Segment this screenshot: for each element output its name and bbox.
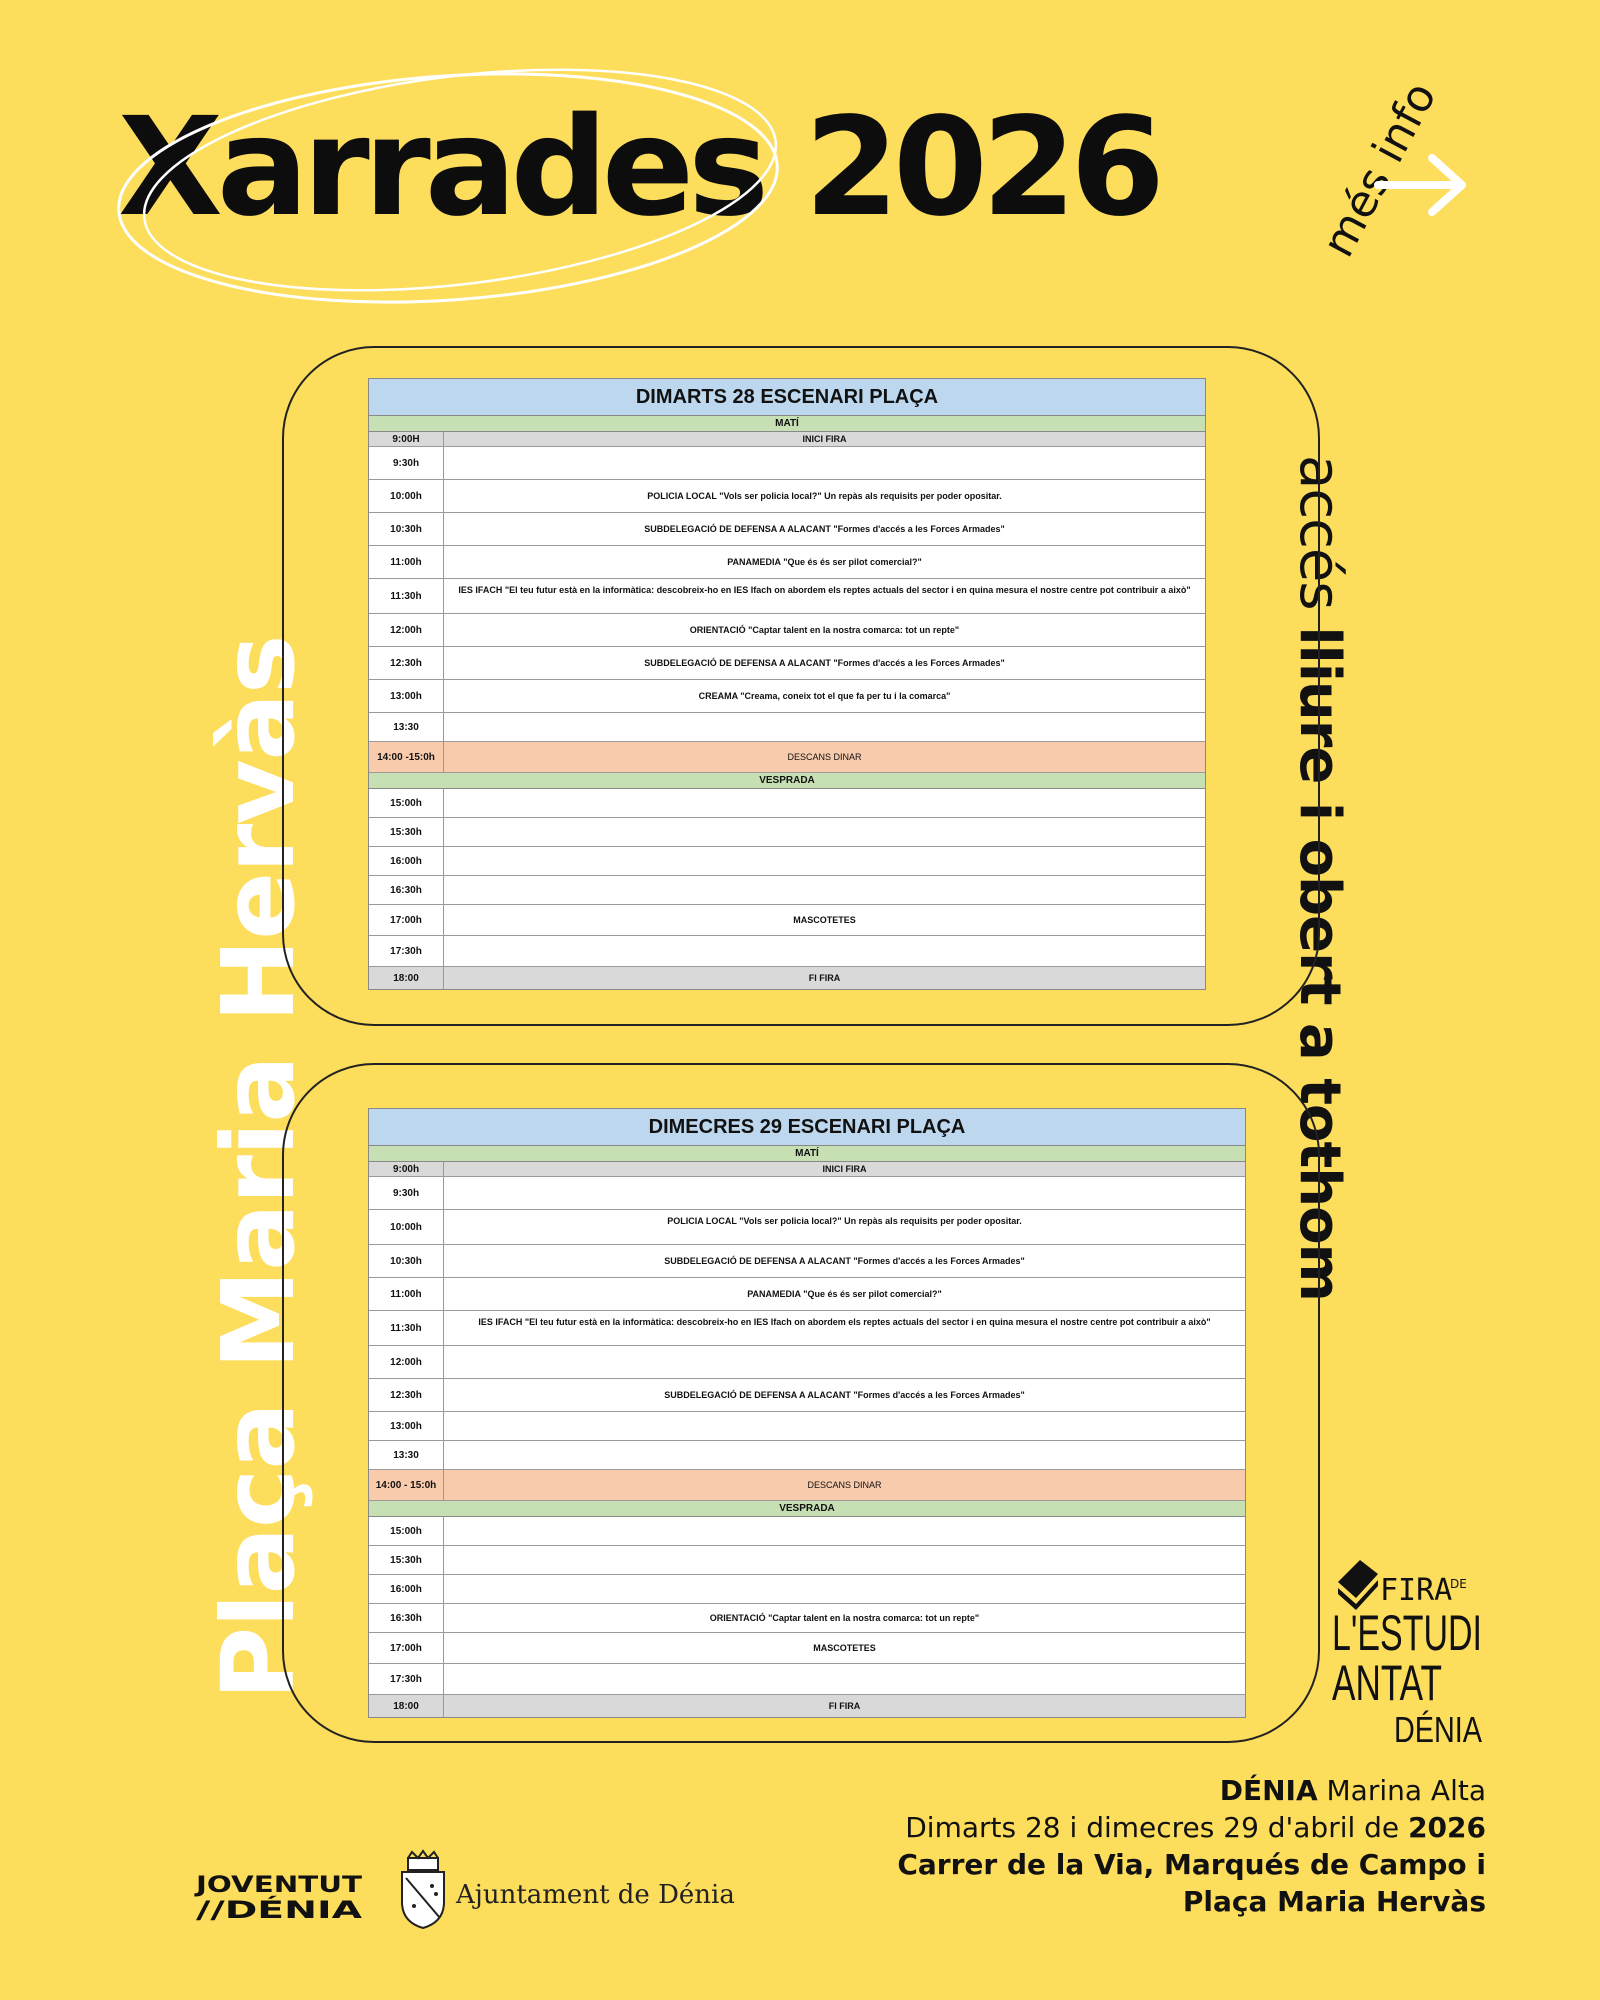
schedule-activity: POLICIA LOCAL "Vols ser policia local?" Un repàs als requisits per poder opositar. [647, 491, 1002, 501]
fira-estudiantat-logo [1330, 1552, 1490, 1752]
schedule-row [369, 1633, 1245, 1664]
schedule-activity: PANAMEDIA "Que és és ser pilot comercial?" [727, 557, 922, 567]
schedule-row [369, 1412, 1245, 1441]
schedule-time: 14:00 -15:0h [369, 742, 444, 772]
schedule-activity [444, 818, 1205, 846]
schedule-activity [444, 876, 1205, 904]
schedule-time: 17:00h [369, 905, 444, 935]
schedule-row [369, 432, 1205, 447]
schedule-rows [369, 1146, 1245, 1717]
schedule-row [369, 1245, 1245, 1278]
schedule-activity [444, 1575, 1245, 1603]
schedule-time: 18:00 [369, 967, 444, 989]
schedule-time: 16:00h [369, 1575, 444, 1603]
schedule-activity [444, 1412, 1245, 1440]
schedule-time: 14:00 - 15:0h [369, 1470, 444, 1500]
schedule-activity: ORIENTACIÓ "Captar talent en la nostra comarca: tot un repte" [709, 1613, 980, 1623]
page-title: Xarrades 2026 [118, 89, 1159, 247]
schedule-activity: FI FIRA [808, 973, 841, 983]
schedule-activity: MASCOTETES [813, 1643, 876, 1653]
schedule-title: DIMECRES 29 ESCENARI PLAÇA [369, 1109, 1245, 1146]
schedule-row [369, 1546, 1245, 1575]
schedule-time: 17:30h [369, 936, 444, 966]
schedule-row [369, 1210, 1245, 1245]
schedule-time: 9:00h [369, 1162, 444, 1176]
svg-text://DÉNIA: //DÉNIA [196, 1896, 298, 1924]
schedule-activity [444, 789, 1205, 817]
schedule-time: 11:00h [369, 546, 444, 578]
schedule-section-band: MATÍ [369, 416, 1205, 432]
schedule-activity: IES IFACH "El teu futur està en la informàtica: descobreix-ho en IES Ifach on abordem els reptes actuals del sector i en quina mesura el nostre centre pot contribuir a això" [458, 585, 1191, 595]
schedule-activity [444, 1346, 1245, 1378]
schedule-time: 9:30h [369, 447, 444, 479]
schedule-time: 13:00h [369, 680, 444, 712]
schedule-activity [444, 847, 1205, 875]
schedule-time: 17:00h [369, 1633, 444, 1663]
schedule-row [369, 1470, 1245, 1501]
schedule-time: 17:30h [369, 1664, 444, 1694]
schedule-row [369, 789, 1205, 818]
schedule-section-band: VESPRADA [369, 773, 1205, 789]
schedule-row [369, 1346, 1245, 1379]
schedule-activity: INICI FIRA [802, 434, 847, 444]
schedule-activity: DESCANS DINAR [787, 752, 862, 762]
schedule-activity [444, 1664, 1245, 1694]
schedule-activity [444, 1441, 1245, 1469]
schedule-time: 11:30h [369, 1311, 444, 1345]
schedule-table-wednesday [368, 1108, 1246, 1718]
schedule-activity: CREAMA "Creama, coneix tot el que fa per tu i la comarca" [698, 691, 951, 701]
event-info: DÉNIA Marina Alta Dimarts 28 i dimecres 29 d'abril de 2026 Carrer de la Via, Marqués de Campo i Plaça Maria Hervàs [897, 1774, 1486, 1918]
schedule-row [369, 680, 1205, 713]
schedule-activity: SUBDELEGACIÓ DE DEFENSA A ALACANT "Formes d'accés a les Forces Armades" [664, 1256, 1025, 1266]
coat-of-arms-icon [402, 1851, 444, 1928]
schedule-row [369, 1379, 1245, 1412]
schedule-section-band: MATÍ [369, 1146, 1245, 1162]
schedule-time: 12:00h [369, 614, 444, 646]
schedule-activity: DESCANS DINAR [807, 1480, 882, 1490]
schedule-time: 13:30 [369, 713, 444, 741]
schedule-row [369, 818, 1205, 847]
schedule-row [369, 447, 1205, 480]
schedule-activity: SUBDELEGACIÓ DE DEFENSA A ALACANT "Formes d'accés a les Forces Armades" [644, 524, 1005, 534]
schedule-activity [444, 1177, 1245, 1209]
schedule-time: 15:00h [369, 789, 444, 817]
schedule-activity: PANAMEDIA "Que és és ser pilot comercial?" [747, 1289, 942, 1299]
access-text: accés lliure i obert a tothom [1287, 455, 1352, 1301]
schedule-activity [444, 1517, 1245, 1545]
schedule-time: 12:30h [369, 1379, 444, 1411]
schedule-row [369, 614, 1205, 647]
schedule-time: 11:00h [369, 1278, 444, 1310]
schedule-row [369, 1664, 1245, 1695]
schedule-time: 16:30h [369, 1604, 444, 1632]
svg-text:DÉNIA: DÉNIA [1394, 1709, 1482, 1750]
schedule-time: 11:30h [369, 579, 444, 613]
schedule-row [369, 713, 1205, 742]
schedule-activity: SUBDELEGACIÓ DE DEFENSA A ALACANT "Formes d'accés a les Forces Armades" [664, 1390, 1025, 1400]
svg-text:ANTAT: ANTAT [1332, 1655, 1442, 1711]
schedule-activity: ORIENTACIÓ "Captar talent en la nostra comarca: tot un repte" [689, 625, 960, 635]
schedule-time: 16:30h [369, 876, 444, 904]
schedule-time: 9:00H [369, 432, 444, 446]
title-scribble-circle [108, 38, 828, 318]
schedule-activity [444, 1546, 1245, 1574]
schedule-row [369, 905, 1205, 936]
schedule-row [369, 1695, 1245, 1717]
more-info-link[interactable] [1310, 60, 1500, 280]
schedule-time: 12:00h [369, 1346, 444, 1378]
schedule-row [369, 742, 1205, 773]
schedule-time: 13:30 [369, 1441, 444, 1469]
schedule-title: DIMARTS 28 ESCENARI PLAÇA [369, 379, 1205, 416]
schedule-row [369, 1162, 1245, 1177]
schedule-time: 12:30h [369, 647, 444, 679]
svg-text:L'ESTUDI: L'ESTUDI [1332, 1605, 1482, 1661]
schedule-time: 18:00 [369, 1695, 444, 1717]
schedule-time: 10:30h [369, 513, 444, 545]
schedule-row [369, 1575, 1245, 1604]
schedule-row [369, 967, 1205, 989]
schedule-row [369, 847, 1205, 876]
schedule-activity [444, 713, 1205, 741]
book-icon [1338, 1560, 1378, 1610]
schedule-row [369, 936, 1205, 967]
schedule-activity: IES IFACH "El teu futur està en la informàtica: descobreix-ho en IES Ifach on abordem els reptes actuals del sector i en quina mesura el nostre centre pot contribuir a això" [478, 1317, 1211, 1327]
schedule-time: 10:00h [369, 1210, 444, 1244]
schedule-time: 10:30h [369, 1245, 444, 1277]
svg-text:FIRA: FIRA [1380, 1573, 1453, 1608]
schedule-row [369, 876, 1205, 905]
schedule-row [369, 1517, 1245, 1546]
ajuntament-name: Ajuntament de Dénia [456, 1880, 735, 1910]
schedule-row [369, 1278, 1245, 1311]
schedule-row [369, 513, 1205, 546]
svg-text:JOVENTUT: JOVENTUT [193, 1873, 362, 1898]
schedule-activity [444, 447, 1205, 479]
schedule-activity: SUBDELEGACIÓ DE DEFENSA A ALACANT "Formes d'accés a les Forces Armades" [644, 658, 1005, 668]
schedule-time: 15:30h [369, 1546, 444, 1574]
schedule-time: 13:00h [369, 1412, 444, 1440]
schedule-row [369, 1177, 1245, 1210]
schedule-row [369, 1441, 1245, 1470]
schedule-row [369, 546, 1205, 579]
more-info-text: més info [1312, 74, 1447, 266]
joventut-denia-logo [193, 1870, 366, 1924]
schedule-time: 15:30h [369, 818, 444, 846]
schedule-row [369, 480, 1205, 513]
schedule-rows [369, 416, 1205, 989]
schedule-activity: MASCOTETES [793, 915, 856, 925]
schedule-row [369, 1604, 1245, 1633]
schedule-time: 9:30h [369, 1177, 444, 1209]
schedule-section-band: VESPRADA [369, 1501, 1245, 1517]
svg-text:DE: DE [1450, 1577, 1467, 1591]
schedule-time: 15:00h [369, 1517, 444, 1545]
schedule-activity [444, 936, 1205, 966]
schedule-activity: FI FIRA [828, 1701, 861, 1711]
schedule-table-tuesday [368, 378, 1206, 990]
place-name: Plaça Maria Hervàs [200, 635, 317, 1700]
schedule-row [369, 647, 1205, 680]
schedule-time: 16:00h [369, 847, 444, 875]
schedule-activity: POLICIA LOCAL "Vols ser policia local?" Un repàs als requisits per poder opositar. [667, 1216, 1022, 1226]
schedule-row [369, 1311, 1245, 1346]
schedule-row [369, 579, 1205, 614]
schedule-time: 10:00h [369, 480, 444, 512]
schedule-activity: INICI FIRA [822, 1164, 867, 1174]
